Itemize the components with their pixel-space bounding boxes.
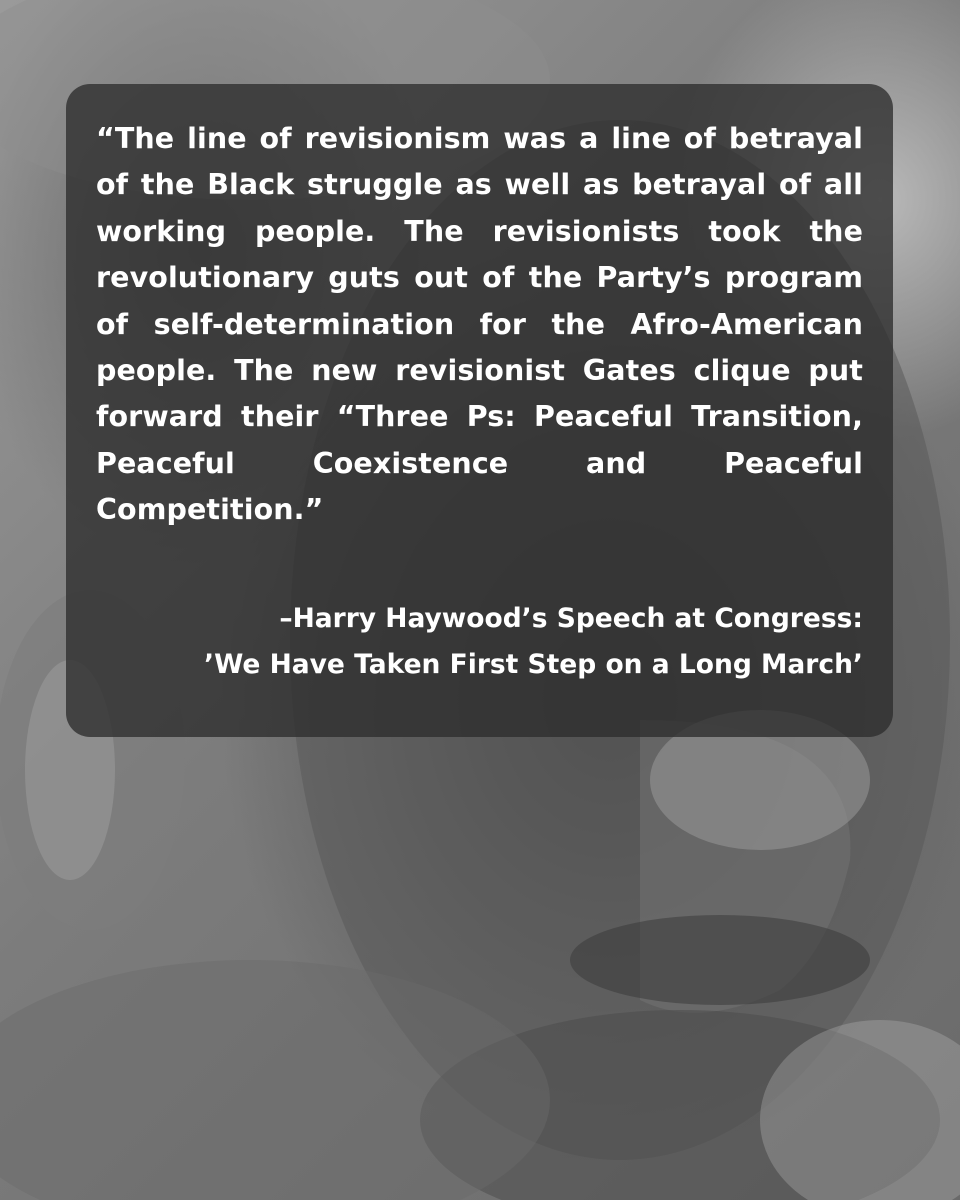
quote-attribution (96, 596, 863, 688)
quote-text: “The line of revisionism was a line of betrayal of the Black struggle as well as betrayal of all working people. The revisionists took the revolutionary guts out of the Party’s program of self-determination for the Afro-American people. The new revisionist Gates clique put forward their “Three Ps: Peaceful Transition, Peaceful Coexistence and Peaceful Competition.” (96, 122, 863, 527)
attribution-title: ’We Have Taken First Step on a Long March’ (204, 648, 863, 680)
quote-panel (66, 84, 893, 737)
attribution-speaker: –Harry Haywood’s Speech at Congress: (279, 602, 863, 634)
